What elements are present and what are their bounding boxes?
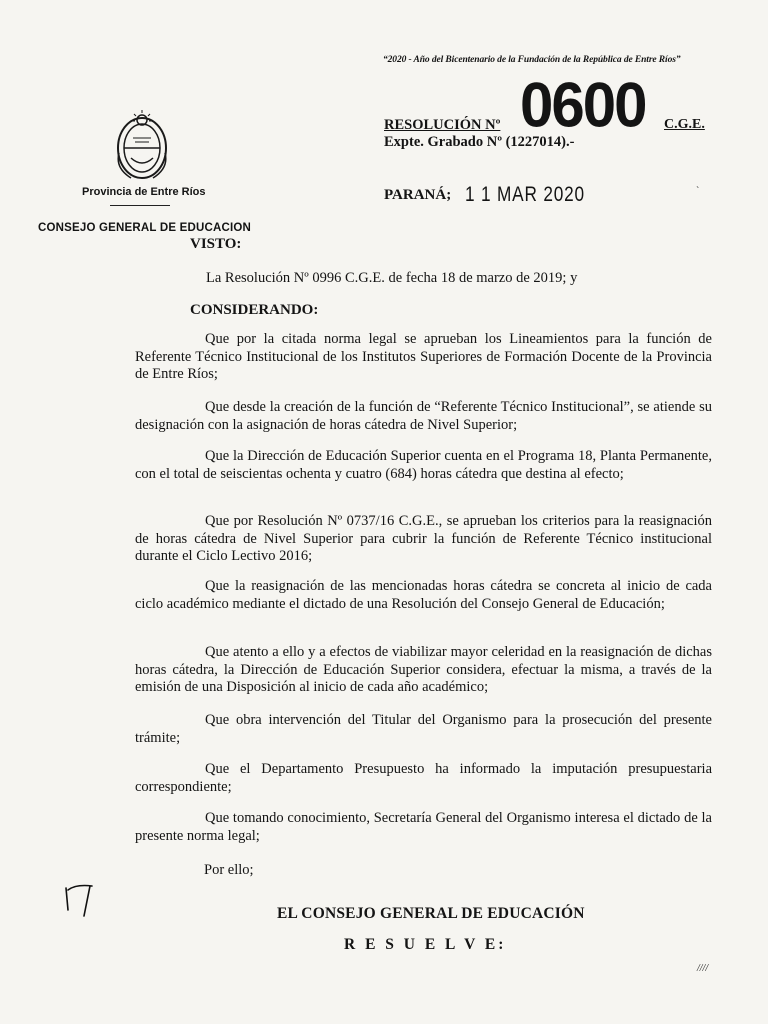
por-ello-text: Por ello; [204,862,254,878]
resolution-number: 0600 [520,69,646,141]
considerando-paragraph: Que atento a ello y a efectos de viabilizar mayor celeridad en la reasignación de dichas horas cátedra, la Dirección de Educación Superior considera, efectuar la misma, a través de la emisión de una Disposición al inicio de cada año académico; [135,644,712,695]
considerando-paragraph: Que la reasignación de las mencionadas horas cátedra se concreta al inicio de cada ciclo académico mediante el dictado de una Resolución del Consejo General de Educación; [135,578,712,612]
considerando-paragraph: Que desde la creación de la función de “Referente Técnico Institucional”, se atiende su designación con la asignación de horas cátedra de Nivel Superior; [135,399,712,433]
considerando-paragraph: Que obra intervención del Titular del Organismo para la prosecución del presente trámite; [135,712,712,746]
date-stamp: 1 1 MAR 2020 [465,183,585,206]
expediente-number: Expte. Grabado Nº (1227014).- [384,134,575,150]
continuation-mark: //// [697,963,709,974]
place-label: PARANÁ; [384,187,452,203]
considerando-paragraph: Que por la citada norma legal se aprueban los Lineamientos para la función de Referente Técnico Institucional de los Institutos Superiores de Formación Docente de la Provincia de Entre Ríos; [135,331,712,382]
resolution-label: RESOLUCIÓN Nº [384,117,501,133]
resuelve-heading: R E S U E L V E: [344,936,507,953]
province-name: Provincia de Entre Ríos [82,186,206,198]
considerando-heading: CONSIDERANDO: [190,302,319,318]
considerando-paragraph: Que tomando conocimiento, Secretaría General del Organismo interesa el dictado de la presente norma legal; [135,810,712,844]
considerando-paragraph: Que por Resolución Nº 0737/16 C.G.E., se aprueban los criterios para la reasignación de horas cátedra de Nivel Superior para cubrir la función de Referente Técnico institucional durante el Ciclo Lectivo 2016; [135,513,712,564]
visto-heading: VISTO: [190,236,242,252]
council-title: EL CONSEJO GENERAL DE EDUCACIÓN [277,905,585,922]
province-underline [110,205,170,206]
resolution-suffix: C.G.E. [664,117,705,132]
considerando-paragraph: Que el Departamento Presupuesto ha informado la imputación presupuestaria correspondiente; [135,761,712,795]
visto-text: La Resolución Nº 0996 C.G.E. de fecha 18 de marzo de 2019; y [206,270,578,286]
council-name: CONSEJO GENERAL DE EDUCACION [38,222,252,234]
considerando-paragraph: Que la Dirección de Educación Superior cuenta en el Programa 18, Planta Permanente, con el total de seiscientas ochenta y cuatro (684) horas cátedra que destina al efecto; [135,448,712,482]
year-motto: “2020 - Año del Bicentenario de la Fundación de la República de Entre Ríos” [383,55,681,65]
coat-of-arms-icon [111,108,173,186]
stray-mark: ` [696,186,700,197]
handwritten-initial-icon [62,880,98,920]
